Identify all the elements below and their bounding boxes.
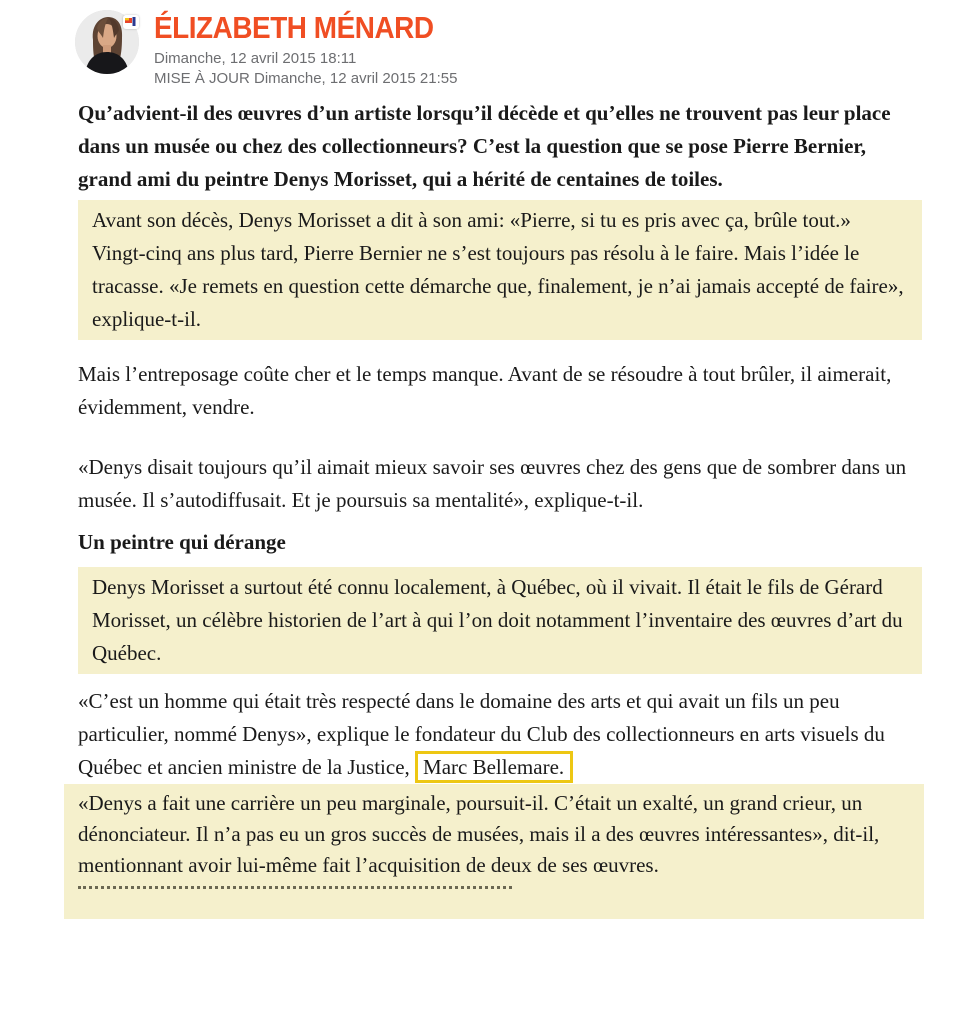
publish-date: Dimanche, 12 avril 2015 18:11 [154, 50, 357, 67]
paragraph: Mais l’entreposage coûte cher et le temps manque. Avant de se résoudre à tout brûler, il aimerait, évidemment, vendre. [78, 362, 892, 419]
byline-text [154, 10, 465, 89]
paragraph-with-annotation [78, 685, 922, 784]
paragraph-text: «C’est un homme qui était très respecté dans le domaine des arts et qui avait un fils un peu particulier, nommé Denys», explique le fondateur du Club des collectionneurs en arts visuels du Québec et ancien ministre de la Justice, [78, 689, 885, 779]
highlighted-block [64, 784, 924, 919]
author-avatar[interactable] [75, 10, 139, 74]
byline [75, 10, 465, 89]
annotated-entity[interactable]: Marc Bellemare. [415, 751, 573, 783]
author-name[interactable]: ÉLIZABETH MÉNARD [154, 10, 434, 45]
lead-paragraph: Qu’advient-il des œuvres d’un artiste lorsqu’il décède et qu’elles ne trouvent pas leur place dans un musée ou chez des collectionneurs? C’est la question que se pose Pierre Bernier, grand ami du peintre Denys Morisset, qui a hérité de centaines de toiles. [78, 101, 891, 191]
publication-badge-icon [123, 15, 139, 29]
update-date: MISE À JOUR Dimanche, 12 avril 2015 21:55 [154, 70, 458, 87]
section-subheading: Un peintre qui dérange [78, 530, 286, 554]
highlighted-paragraph: Denys Morisset a surtout été connu localement, à Québec, où il vivait. Il était le fils de Gérard Morisset, un célèbre historien de l’art à qui l’on doit notamment l’inventaire des œuvres d’art du Québec. [78, 567, 922, 674]
paragraph: «Denys disait toujours qu’il aimait mieux savoir ses œuvres chez des gens que de sombrer dans un musée. Il s’autodiffusait. Et je poursuis sa mentalité», explique-t-il. [78, 455, 907, 512]
highlighted-paragraph: «Denys a fait une carrière un peu marginale, poursuit-il. C’était un exalté, un grand crieur, un dénonciateur. Il n’a pas eu un gros succès de musées, mais il a des œuvres intéressantes», dit-il, mentionnant avoir lui-même fait l’acquisition de deux de ses œuvres. [78, 791, 880, 877]
highlighted-paragraph: Avant son décès, Denys Morisset a dit à son ami: «Pierre, si tu es pris avec ça, brûle tout.» Vingt-cinq ans plus tard, Pierre Bernier ne s’est toujours pas résolu à le faire. Mais l’idée le tracasse. «Je remets en question cette démarche que, finalement, je n’ai jamais accepté de faire», explique-t-il. [78, 200, 922, 340]
article-body [78, 97, 922, 919]
cutoff-next-line [78, 886, 512, 889]
